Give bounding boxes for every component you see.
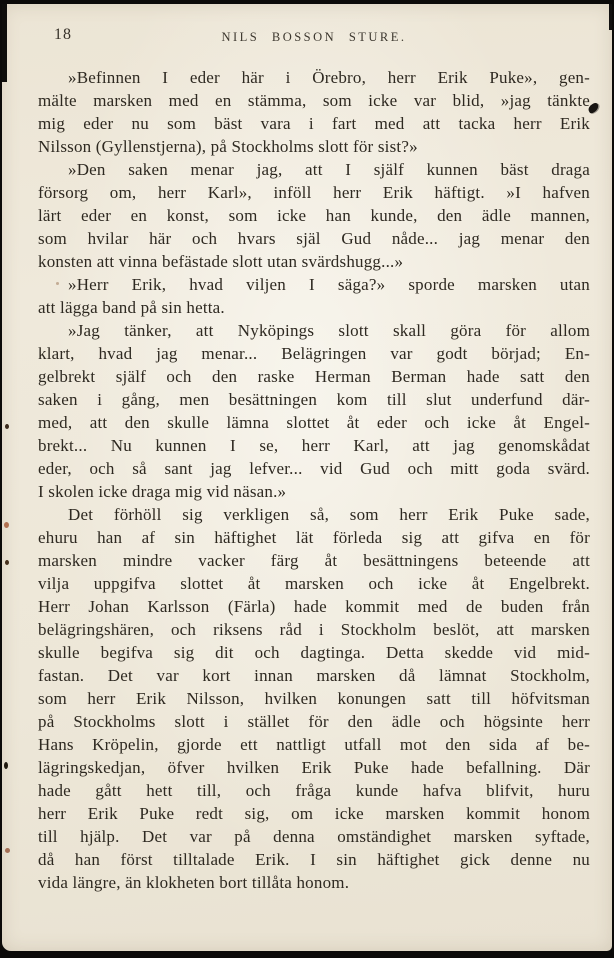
text-line: marsken mindre vacker färg åt besättningens beteende att bbox=[38, 551, 590, 570]
page-number: 18 bbox=[54, 26, 72, 43]
text-line: vilja uppgifva slottet åt marsken och icke åt Engelbrekt. bbox=[38, 574, 590, 593]
running-header-title: NILS BOSSON STURE. bbox=[221, 30, 407, 44]
scan-edge-artifact bbox=[609, 4, 612, 30]
text-line: fastan. Det var kort innan marsken då lämnat Stockholm, bbox=[38, 666, 590, 685]
text-line: med, att den skulle lämna slottet åt eder och icke åt Engel- bbox=[38, 413, 590, 432]
text-line: lägringskedjan, öfver hvilken Erik Puke hade befallning. Där bbox=[38, 758, 590, 777]
text-line: Herr Johan Karlsson (Färla) hade kommit med de buden från bbox=[38, 597, 590, 616]
text-line: I skolen icke draga mig vid näsan.» bbox=[38, 482, 287, 501]
text-line: belägringshären, och riksens råd i Stockholm beslöt, att marsken bbox=[38, 620, 590, 639]
paper-page bbox=[2, 4, 612, 951]
text-line: »Befinnen I eder här i Örebro, herr Erik Puke», gen- bbox=[68, 68, 590, 87]
text-line: som herr Erik Nilsson, hvilken konungen satt till höfvitsman bbox=[38, 689, 590, 708]
text-line: då han först tilltalade Erik. I sin häftighet gick denne nu bbox=[38, 850, 590, 869]
text-line: ehuru han af sin häftighet lät förleda sig att gifva en för bbox=[38, 528, 590, 547]
text-line: saken i gång, men besättningen kom till slut underfund där- bbox=[38, 390, 590, 409]
paragraph bbox=[38, 319, 590, 503]
text-line: Det förhöll sig verkligen så, som herr Erik Puke sade, bbox=[68, 505, 590, 524]
text-line: konsten att vinna befästade slott utan svärdshugg...» bbox=[38, 252, 404, 271]
text-line: skulle begifva sig dit och dagtinga. Detta skedde vid mid- bbox=[38, 643, 590, 662]
text-line: till hjälp. Det var på denna omständighet marsken syftade, bbox=[38, 827, 590, 846]
text-line: klart, hvad jag menar... Belägringen var godt börjad; En- bbox=[38, 344, 590, 363]
paper-speck bbox=[4, 762, 8, 769]
paper-speck bbox=[5, 560, 9, 565]
paragraph bbox=[38, 503, 590, 894]
text-line: mälte marsken med en stämma, som icke var blid, »jag tänkte bbox=[38, 91, 590, 110]
text-line: mig eder nu som bäst vara i fart med att tacka herr Erik bbox=[38, 114, 590, 133]
paper-speck bbox=[5, 848, 10, 853]
paragraph bbox=[38, 158, 590, 273]
text-line: hade gått hett till, och fråga kunde hafva blifvit, huru bbox=[38, 781, 590, 800]
text-line: Hans Kröpelin, gjorde ett nattligt utfall mot den sida af be- bbox=[38, 735, 590, 754]
text-line: eder, och så sant jag lefver... vid Gud och mitt goda svärd. bbox=[38, 459, 590, 478]
text-line: på Stockholms slott i stället för den ädle och högsinte herr bbox=[38, 712, 590, 731]
text-line: som hvilar här och hvars själ Gud nåde... jag menar den bbox=[38, 229, 590, 248]
text-line: försorg om, herr Karl», inföll herr Erik häftigt. »I hafven bbox=[38, 183, 590, 202]
text-line: Nilsson (Gyllenstjerna), på Stockholms slott för sist?» bbox=[38, 137, 418, 156]
text-line: att lägga band på sin hetta. bbox=[38, 298, 225, 317]
paper-speck bbox=[4, 522, 9, 528]
text-line: herr Erik Puke redt sig, om icke marsken kommit honom bbox=[38, 804, 590, 823]
text-line: »Jag tänker, att Nyköpings slott skall göra för allom bbox=[68, 321, 590, 340]
page-header bbox=[38, 24, 590, 50]
paragraph bbox=[38, 273, 590, 319]
paper-speck bbox=[5, 424, 9, 429]
paragraph bbox=[38, 66, 590, 158]
text-line: gelbrekt själf och den raske Herman Berman hade satt den bbox=[38, 367, 590, 386]
text-line: »Den saken menar jag, att I själf kunnen bäst draga bbox=[68, 160, 590, 179]
scan-edge-artifact bbox=[2, 4, 7, 82]
text-line: brekt... Nu kunnen I se, herr Karl, att jag genomskådat bbox=[38, 436, 590, 455]
text-line: »Herr Erik, hvad viljen I säga?» sporde marsken utan bbox=[68, 275, 590, 294]
body-text-block bbox=[38, 66, 590, 894]
text-line: lärt eder en konst, som icke han kunde, den ädle mannen, bbox=[38, 206, 590, 225]
text-line: vida längre, än klokheten bort tillåta honom. bbox=[38, 873, 350, 892]
